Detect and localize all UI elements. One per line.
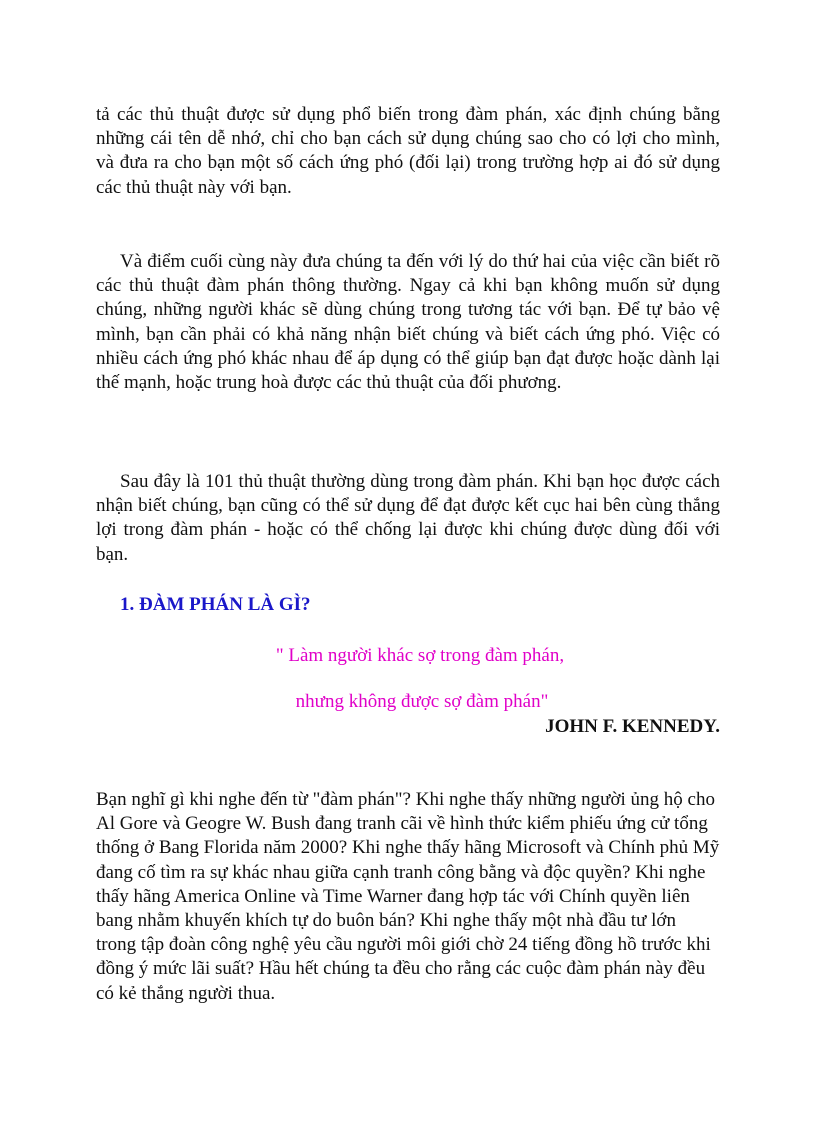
paragraph-third: Sau đây là 101 thủ thuật thường dùng trong đàm phán. Khi bạn học được cách nhận biết chúng, bạn cũng có thể sử dụng để đạt được kết cục hai bên cùng thắng lợi trong đàm phán - hoặc có thể chống lại được khi chúng được dùng đối với bạn. (96, 471, 720, 565)
section-heading: 1. ĐÀM PHÁN LÀ GÌ? (120, 594, 311, 615)
paragraph-fourth: Bạn nghĩ gì khi nghe đến từ "đàm phán"? Khi nghe thấy những người ủng hộ cho Al Gore và Geogre W. Bush đang tranh cãi về hình thức kiểm phiếu ứng cử tổng thống ở Bang Florida năm 2000? Khi nghe thấy hãng Microsoft và Chính phủ Mỹ đang cố tìm ra sự khác nhau giữa cạnh tranh công bằng và độc quyền? Khi nghe thấy hãng America Online và Time Warner đang hợp tác với Chính quyền liên bang nhằm khuyến khích tự do buôn bán? Khi nghe thấy một nhà đầu tư lớn trong tập đoàn công nghệ yêu cầu người môi giới chờ 24 tiếng đồng hồ trước khi đồng ý mức lãi suất? Hầu hết chúng ta đều cho rằng các cuộc đàm phán này đều có kẻ thắng người thua. (96, 789, 720, 1004)
quote-author: JOHN F. KENNEDY. (545, 716, 720, 737)
quote-line-1: " Làm người khác sợ trong đàm phán, (275, 645, 565, 666)
paragraph-intro: tả các thủ thuật được sử dụng phổ biến trong đàm phán, xác định chúng bằng những cái tên dễ nhớ, chỉ cho bạn cách sử dụng chúng sao cho có lợi cho mình, và đưa ra cho bạn một số cách ứng phó (đối lại) trong trường hợp ai đó sử dụng các thủ thuật này với bạn. (96, 104, 720, 198)
quote-line-2: nhưng không được sợ đàm phán" (295, 691, 549, 712)
paragraph-second: Và điểm cuối cùng này đưa chúng ta đến với lý do thứ hai của việc cần biết rõ các thủ thuật đàm phán thông thường. Ngay cả khi bạn không muốn sử dụng chúng, những người khác sẽ dùng chúng trong tương tác với bạn. Để tự bảo vệ mình, bạn cần phải có khả năng nhận biết chúng và biết cách ứng phó. Việc có nhiều cách ứng phó khác nhau để áp dụng có thể giúp bạn đạt được hoặc dành lại thế mạnh, hoặc trung hoà được các thủ thuật của đối phương. (96, 251, 720, 394)
